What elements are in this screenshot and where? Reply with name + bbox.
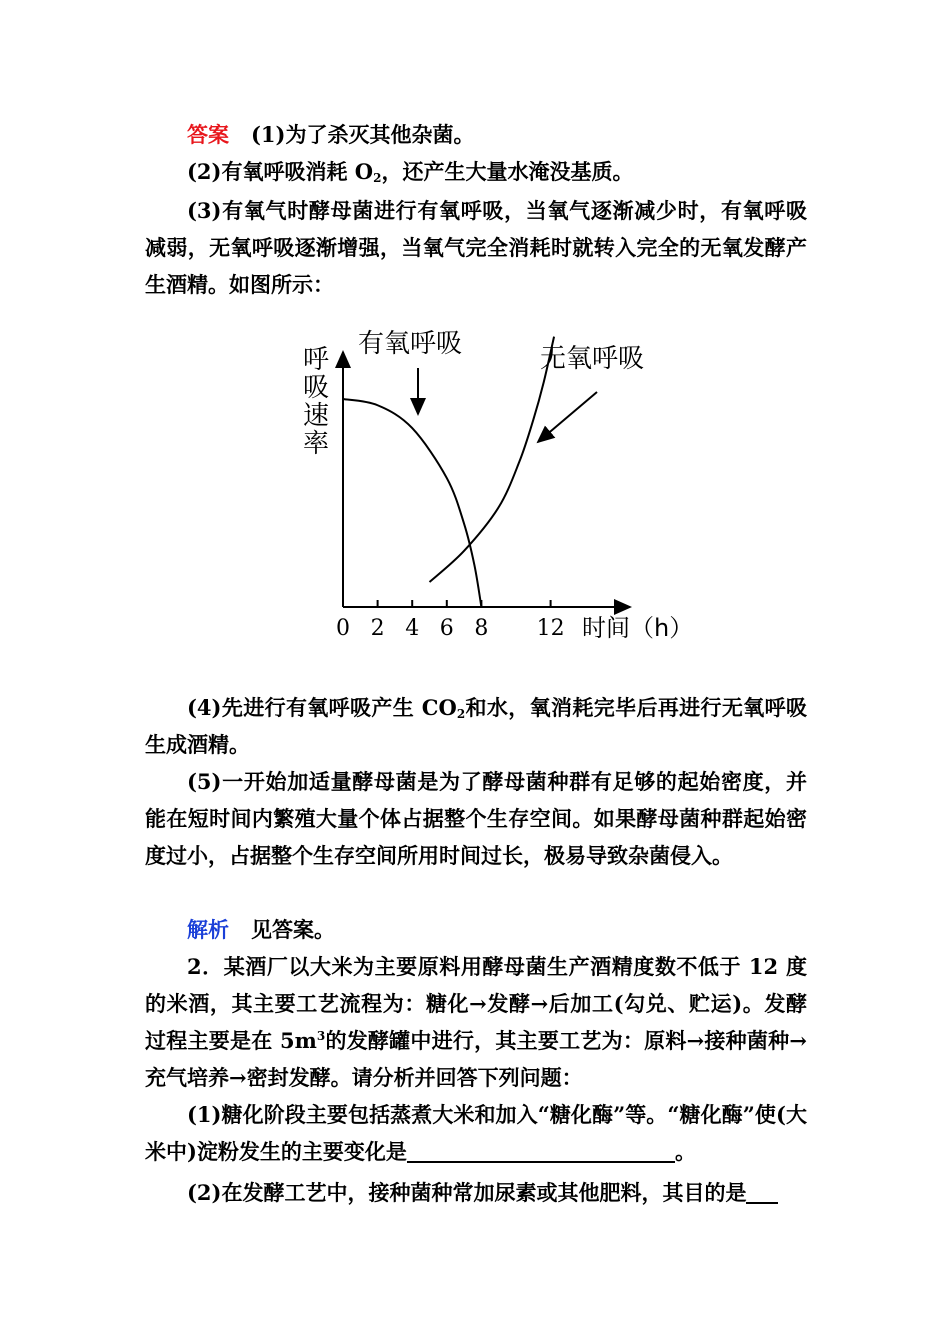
question-2-part-1 [145, 1096, 807, 1170]
answer-1: (1)为了杀灭其他杂菌。 [251, 122, 475, 147]
y-axis-label [303, 345, 329, 459]
x-tick-label: 0 [336, 616, 350, 641]
answer-2-text: (2)有氧呼吸消耗 O [187, 159, 374, 184]
x-tick-label: 12 [536, 616, 565, 641]
y-axis-label-char: 吸 [302, 373, 330, 403]
x-tick-label: 8 [474, 616, 489, 641]
answer-label: 答案 [187, 122, 229, 147]
series-anaerobic-line [430, 337, 555, 582]
x-axis-label: 时间（h） [582, 614, 694, 642]
question-2-intro [145, 948, 807, 1096]
y-axis-label-char: 呼 [302, 345, 330, 375]
answer-2-sub: 2 [373, 171, 382, 185]
analysis-text: 见答案。 [251, 917, 335, 942]
question-2-part-1-end: 。 [674, 1139, 696, 1164]
answer-4-text: (4)先进行有氧呼吸产生 CO [187, 695, 457, 720]
arrow-anaerobic [538, 392, 597, 442]
annotation-aerobic: 有氧呼吸 [358, 329, 463, 359]
question-2-rest: 的发酵罐中进行，其主要工艺为：原料→接种菌种→充气培养→密封发酵。请分析并回答下列问题： [145, 1028, 807, 1090]
annotation-anaerobic: 无氧呼吸 [540, 344, 645, 374]
answer-4-sub: 2 [456, 707, 466, 721]
question-2-part-2 [145, 1174, 807, 1211]
x-tick-label: 2 [370, 616, 385, 641]
y-axis-label-char: 速 [302, 401, 330, 431]
answer-2-rest: ，还产生大量水淹没基质。 [381, 159, 634, 184]
question-2-sup: 3 [316, 1029, 326, 1043]
question-2-part-1-text: (1)糖化阶段主要包括蒸煮大米和加入“糖化酶”等。“糖化酶”使(大米中)淀粉发生的主要变化是 [145, 1102, 807, 1164]
answer-line-4 [145, 689, 807, 763]
answer-blank-1[interactable] [407, 1137, 675, 1163]
answer-4-rest: 和水，氧消耗完毕后再进行无氧呼吸生成酒精。 [145, 695, 807, 757]
series-aerobic-line [343, 399, 481, 607]
y-axis-label-char: 率 [302, 429, 330, 459]
analysis-label: 解析 [187, 917, 229, 942]
question-2-text: 2．某酒厂以大米为主要原料用酵母菌生产酒精度数不低于 12 度的米酒，其主要工艺流程为：糖化→发酵→后加工(勾兑、贮运)。发酵过程主要是在 5m [145, 954, 807, 1053]
analysis-line [145, 911, 807, 948]
x-tick-label: 4 [405, 616, 420, 641]
question-2-part-2-text: (2)在发酵工艺中，接种菌种常加尿素或其他肥料，其目的是 [187, 1180, 747, 1205]
answer-blank-2[interactable] [746, 1178, 778, 1204]
x-tick-label: 6 [439, 616, 454, 641]
answer-5: (5)一开始加适量酵母菌是为了酵母菌种群有足够的起始密度，并能在短时间内繁殖大量个体占据整个生存空间。如果酵母菌种群起始密度过小，占据整个生存空间所用时间过长，极易导致杂菌侵入。 [145, 769, 807, 868]
answer-3: (3)有氧气时酵母菌进行有氧呼吸，当氧气逐渐减少时，有氧呼吸减弱，无氧呼吸逐渐增强，当氧气完全消耗时就转入完全的无氧发酵产生酒精。如图所示： [145, 198, 807, 297]
